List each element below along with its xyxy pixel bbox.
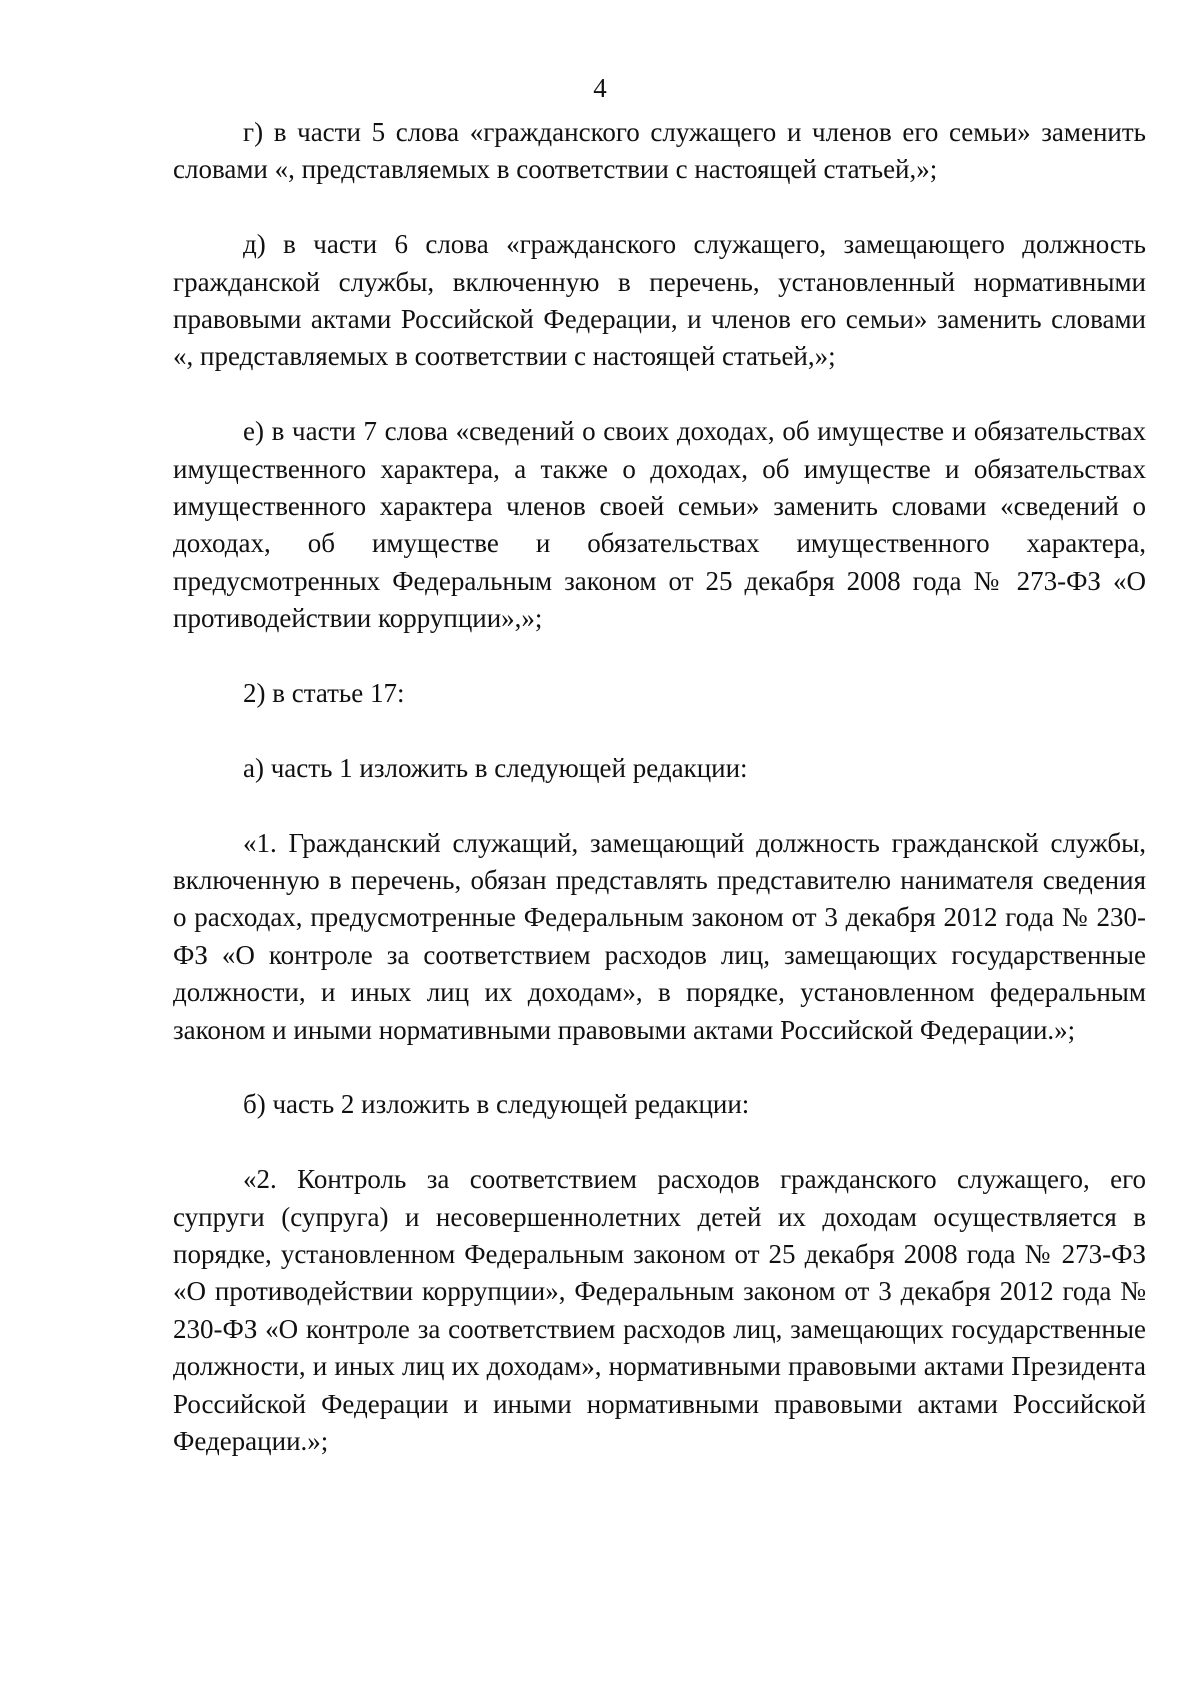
paragraph-e-part-7: е) в части 7 слова «сведений о своих доходах, об имуществе и обязательствах имущественного характера, а также о доходах, об имуществе и обязательствах имущественного характера членов своей семьи» заменить словами «сведений о доходах, об имуществе и обязательствах имущественного характера, предусмотренных Федеральным законом от 25 декабря 2008 года № 273-ФЗ «О противодействии коррупции»,»; xyxy=(173,416,1146,634)
paragraph-a-part-1-intro: а) часть 1 изложить в следующей редакции: xyxy=(243,752,748,783)
page-number: 4 xyxy=(593,73,607,103)
paragraph-b-part-2-intro: б) часть 2 изложить в следующей редакции: xyxy=(243,1089,750,1120)
paragraph-part-2-new-text: «2. Контроль за соответствием расходов гражданского служащего, его супруги (супруга) и несовершеннолетних детей их доходам осуществляется в порядке, установленном Федеральным законом от 25 декабря 2008 года № 273-ФЗ «О противодействии коррупции», Федеральным законом от 3 декабря 2012 года № 230-ФЗ «О контроле за соответствием расходов лиц, замещающих государственные должности, и иных лиц их доходам», нормативными правовыми актами Президента Российской Федерации и иными нормативными правовыми актами Российской Федерации.»; xyxy=(173,1164,1146,1457)
document-body xyxy=(173,114,1146,1461)
paragraph-article-17-heading: 2) в статье 17: xyxy=(243,678,405,709)
paragraph-d-part-6: д) в части 6 слова «гражданского служащего, замещающего должность гражданской службы, включенную в перечень, установленный нормативными правовыми актами Российской Федерации, и членов его семьи» заменить словами «, представляемых в соответствии с настоящей статьей,»; xyxy=(173,229,1146,372)
paragraph-part-1-new-text: «1. Гражданский служащий, замещающий должность гражданской службы, включенную в перечень, обязан представлять представителю нанимателя сведения о расходах, предусмотренные Федеральным законом от 3 декабря 2012 года № 230-ФЗ «О контроле за соответствием расходов лиц, замещающих государственные должности, и иных лиц их доходам», в порядке, установленном федеральным законом и иными нормативными правовыми актами Российской Федерации.»; xyxy=(173,827,1146,1045)
paragraph-g-part-5: г) в части 5 слова «гражданского служащего и членов его семьи» заменить словами «, представляемых в соответствии с настоящей статьей,»; xyxy=(173,117,1146,185)
